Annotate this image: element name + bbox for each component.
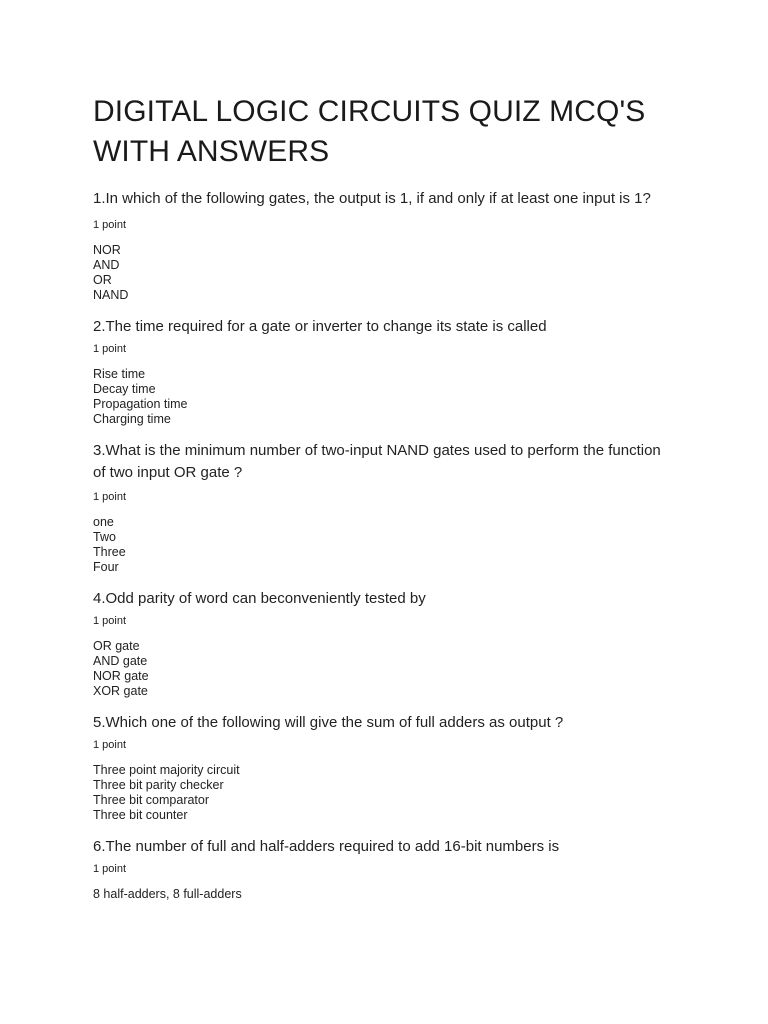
option-item[interactable]: OR xyxy=(93,273,112,287)
question-2 xyxy=(93,316,673,427)
document-page xyxy=(93,92,673,902)
option-list xyxy=(93,763,673,823)
option-item[interactable]: Rise time xyxy=(93,367,146,381)
question-text: 3.What is the minimum number of two-input NAND gates used to perform the function of two input OR gate ? xyxy=(93,442,661,481)
question-text: 6.The number of full and half-adders required to add 16-bit numbers is xyxy=(93,838,560,855)
option-list xyxy=(93,515,673,575)
option-item[interactable]: XOR gate xyxy=(93,684,148,698)
option-list xyxy=(93,887,673,902)
question-6 xyxy=(93,836,673,902)
option-item[interactable]: NOR gate xyxy=(93,669,149,683)
document-title: DIGITAL LOGIC CIRCUITS QUIZ MCQ'S WITH ANSWERS xyxy=(93,95,646,168)
question-1 xyxy=(93,188,673,303)
question-3 xyxy=(93,440,673,575)
question-points: 1 point xyxy=(93,491,127,503)
option-item[interactable]: Decay time xyxy=(93,382,156,396)
question-points: 1 point xyxy=(93,219,127,231)
option-item[interactable]: Three point majority circuit xyxy=(93,763,240,777)
option-item[interactable]: Three bit comparator xyxy=(93,793,210,807)
question-points: 1 point xyxy=(93,343,127,355)
option-item[interactable]: Two xyxy=(93,530,116,544)
question-text: 4.Odd parity of word can beconveniently tested by xyxy=(93,590,426,607)
option-list xyxy=(93,367,673,427)
option-item[interactable]: Three bit parity checker xyxy=(93,778,224,792)
option-item[interactable]: Charging time xyxy=(93,412,171,426)
question-text: 5.Which one of the following will give the sum of full adders as output ? xyxy=(93,714,564,731)
option-item[interactable]: 8 half-adders, 8 full-adders xyxy=(93,887,242,901)
option-item[interactable]: Three bit counter xyxy=(93,808,188,822)
option-item[interactable]: OR gate xyxy=(93,639,140,653)
question-5 xyxy=(93,712,673,823)
option-item[interactable]: Three xyxy=(93,545,126,559)
question-points: 1 point xyxy=(93,615,127,627)
option-item[interactable]: Propagation time xyxy=(93,397,188,411)
option-item[interactable]: Four xyxy=(93,560,119,574)
option-item[interactable]: NAND xyxy=(93,288,129,302)
option-item[interactable]: AND gate xyxy=(93,654,148,668)
question-4 xyxy=(93,588,673,699)
question-text: 1.In which of the following gates, the output is 1, if and only if at least one input is 1? xyxy=(93,190,651,207)
question-points: 1 point xyxy=(93,863,127,875)
option-list xyxy=(93,243,673,303)
option-item[interactable]: NOR xyxy=(93,243,121,257)
question-text: 2.The time required for a gate or inverter to change its state is called xyxy=(93,318,547,335)
option-item[interactable]: one xyxy=(93,515,114,529)
option-list xyxy=(93,639,673,699)
question-points: 1 point xyxy=(93,739,127,751)
option-item[interactable]: AND xyxy=(93,258,120,272)
